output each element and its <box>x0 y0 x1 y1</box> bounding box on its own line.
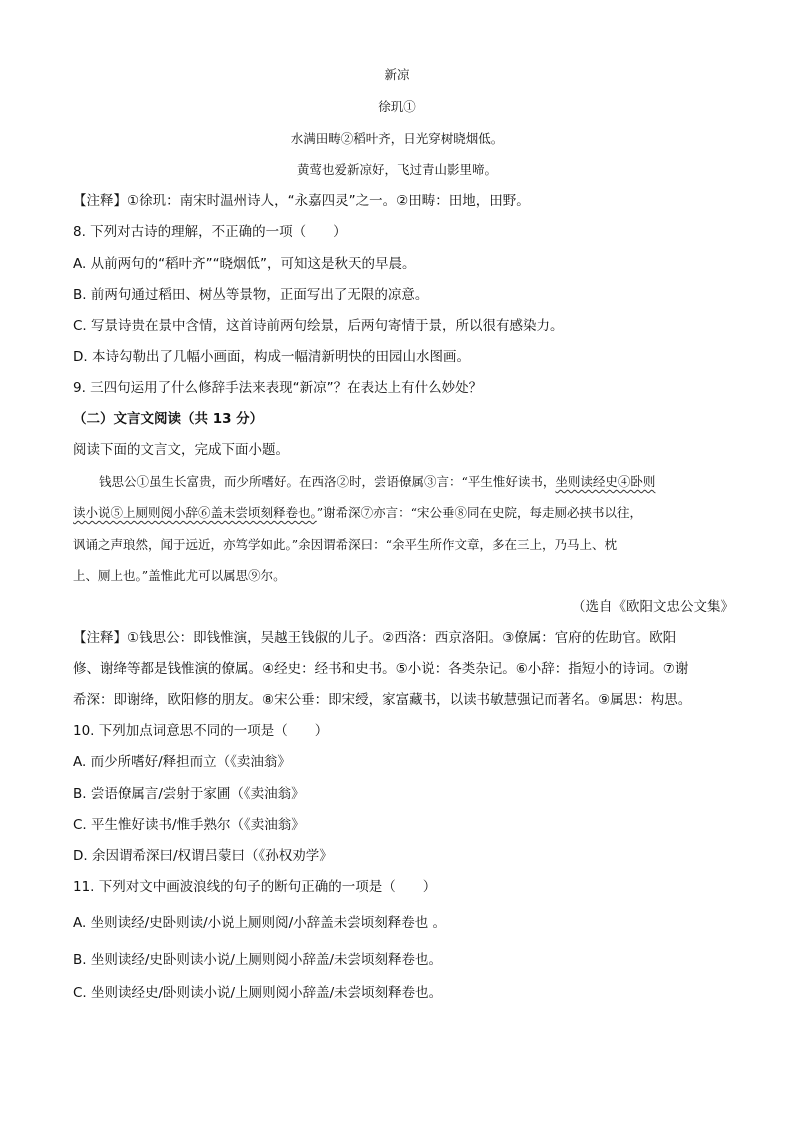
section-instruction: 阅读下面的文言文，完成下面小题。 <box>73 442 289 458</box>
q11-option-a: A. 坐则读经/史卧则读/小说上厕则阅/小辞盖未尝顷刻释卷也 。 <box>73 915 447 931</box>
passage-note-line-1: 【注释】①钱思公：即钱惟演，吴越王钱俶的儿子。②西洛：西京洛阳。③僚属：官府的佐助官。欧阳 <box>73 630 677 646</box>
passage-note-line-2: 修、谢绛等都是钱惟演的僚属。④经史：经书和史书。⑤小说：各类杂记。⑥小辞：指短小的诗词。⑦谢 <box>73 661 689 677</box>
passage-note-line-3: 希深：即谢绛，欧阳修的朋友。⑧宋公垂：即宋绶，家富藏书，以读书敏慧强记而著名。⑨属思：构思。 <box>73 692 692 708</box>
q11-option-c: C. 坐则读经史/卧则读小说/上厕则阅小辞盖/未尝顷刻释卷也。 <box>73 985 443 1001</box>
passage-line-4: 上、厕上也。”盖惟此尤可以属思⑨尔。 <box>73 568 286 583</box>
poem-line-1: 水满田畴②稻叶齐，日光穿树晓烟低。 <box>290 131 504 146</box>
wavy-underlined-sentence: 坐则读经史④卧则 <box>555 474 656 489</box>
poem-author: 徐玑① <box>378 99 416 114</box>
q8-option-b: B. 前两句通过稻田、树丛等景物，正面写出了无限的凉意。 <box>73 287 429 303</box>
q10-option-b: B. 尝语僚属言/尝射于家圃（《卖油翁》 <box>73 786 305 802</box>
passage-line-2 <box>73 503 734 523</box>
section-heading: （二）文言文阅读（共 13 分） <box>73 411 264 427</box>
passage-text: 钱思公①虽生长富贵，而少所嗜好。在西洛②时，尝语僚属③言：“平生惟好读书， <box>99 474 556 489</box>
q8-stem: 8. 下列对古诗的理解，不正确的一项（ ） <box>73 224 347 240</box>
q10-option-c: C. 平生惟好读书/惟手熟尔（《卖油翁》 <box>73 817 305 833</box>
passage-source: （选自《欧阳文忠公文集》 <box>572 599 734 615</box>
q8-option-c: C. 写景诗贵在景中含情，这首诗前两句绘景，后两句寄情于景，所以很有感染力。 <box>73 318 564 334</box>
passage-line-3: 讽诵之声琅然，闻于远近，亦笃学如此。”余因谓希深曰：“余平生所作文章，多在三上，乃马上、枕 <box>73 537 618 552</box>
poem-title: 新凉 <box>384 67 410 82</box>
q9-stem: 9. 三四句运用了什么修辞手法来表现“新凉”？在表达上有什么妙处？ <box>73 380 483 396</box>
q10-option-a: A. 而少所嗜好/释担而立（《卖油翁》 <box>73 754 291 770</box>
poem-note: 【注释】①徐玑：南宋时温州诗人，“永嘉四灵”之一。②田畴：田地，田野。 <box>73 193 530 209</box>
poem-line-2: 黄莺也爱新凉好，飞过青山影里啼。 <box>296 162 497 177</box>
q8-option-a: A. 从前两句的“稻叶齐”“晓烟低”，可知这是秋天的早晨。 <box>73 256 416 272</box>
q10-stem: 10. 下列加点词意思不同的一项是（ ） <box>73 723 329 739</box>
q11-stem: 11. 下列对文中画波浪线的句子的断句正确的一项是（ ） <box>73 879 437 895</box>
passage-text: ”谢希深⑦亦言：“宋公垂⑧同在史院，每走厕必挟书以往， <box>316 505 643 520</box>
passage-line-1 <box>73 472 734 492</box>
q8-option-d: D. 本诗勾勒出了几幅小画面，构成一幅清新明快的田园山水图画。 <box>73 349 470 365</box>
wavy-underlined-sentence: 读小说⑤上厕则阅小辞⑥盖未尝顷刻释卷也。 <box>73 505 317 520</box>
q11-option-b: B. 坐则读经/史卧则读小说/上厕则阅小辞盖/未尝顷刻释卷也。 <box>73 952 442 968</box>
q10-option-d: D. 余因谓希深曰/权谓吕蒙曰（《孙权劝学》 <box>73 848 333 864</box>
